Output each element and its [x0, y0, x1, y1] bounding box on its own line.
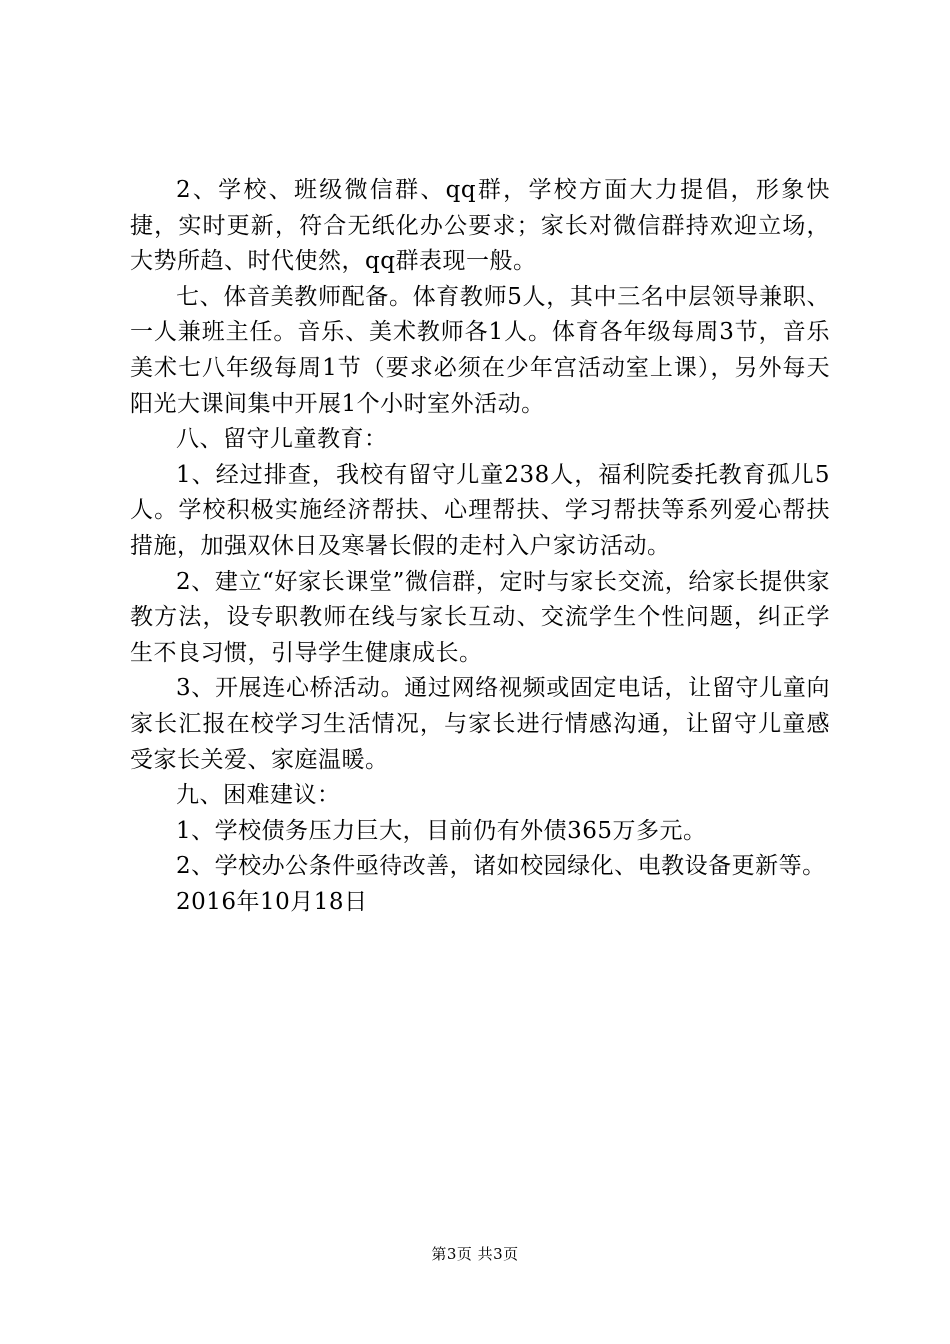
- document-date: 2016年10月18日: [176, 888, 368, 915]
- heading-difficulties-suggestions: 九、困难建议：: [176, 782, 341, 809]
- document-body: [130, 173, 830, 920]
- paragraph-wechat-qq-groups: 2、学校、班级微信群、qq群，学校方面大力提倡，形象快捷，实时更新，符合无纸化办公要求；家长对微信群持欢迎立场，大势所趋、时代使然，qq群表现一般。: [130, 177, 830, 275]
- heading-left-behind-children: 八、留守儿童教育：: [176, 426, 388, 453]
- paragraph-office-conditions: 2、学校办公条件亟待改善，诸如校园绿化、电教设备更新等。: [176, 853, 826, 880]
- paragraph-left-behind-survey: 1、经过排查，我校有留守儿童238人，福利院委托教育孤儿5人。学校积极实施经济帮扶、心理帮扶、学习帮扶等系列爱心帮扶措施，加强双休日及寒暑长假的走村入户家访活动。: [130, 461, 830, 559]
- page-footer: 第3页 共3页: [431, 1245, 519, 1263]
- paragraph-school-debt: 1、学校债务压力巨大，目前仍有外债365万多元。: [176, 817, 707, 844]
- paragraph-pe-music-art-teachers: 七、体音美教师配备。体育教师5人，其中三名中层领导兼职、一人兼班主任。音乐、美术教师各1人。体育各年级每周3节，音乐美术七八年级每周1节（要求必须在少年宫活动室上课），另外每天阳光大课间集中开展1个小时室外活动。: [130, 283, 830, 417]
- paragraph-parent-classroom: 2、建立“好家长课堂”微信群，定时与家长交流，给家长提供家教方法，设专职教师在线与家长互动、交流学生个性问题，纠正学生不良习惯，引导学生健康成长。: [130, 568, 830, 666]
- paragraph-heart-bridge: 3、开展连心桥活动。通过网络视频或固定电话，让留守儿童向家长汇报在校学习生活情况，与家长进行情感沟通，让留守儿童感受家长关爱、家庭温暖。: [130, 675, 830, 773]
